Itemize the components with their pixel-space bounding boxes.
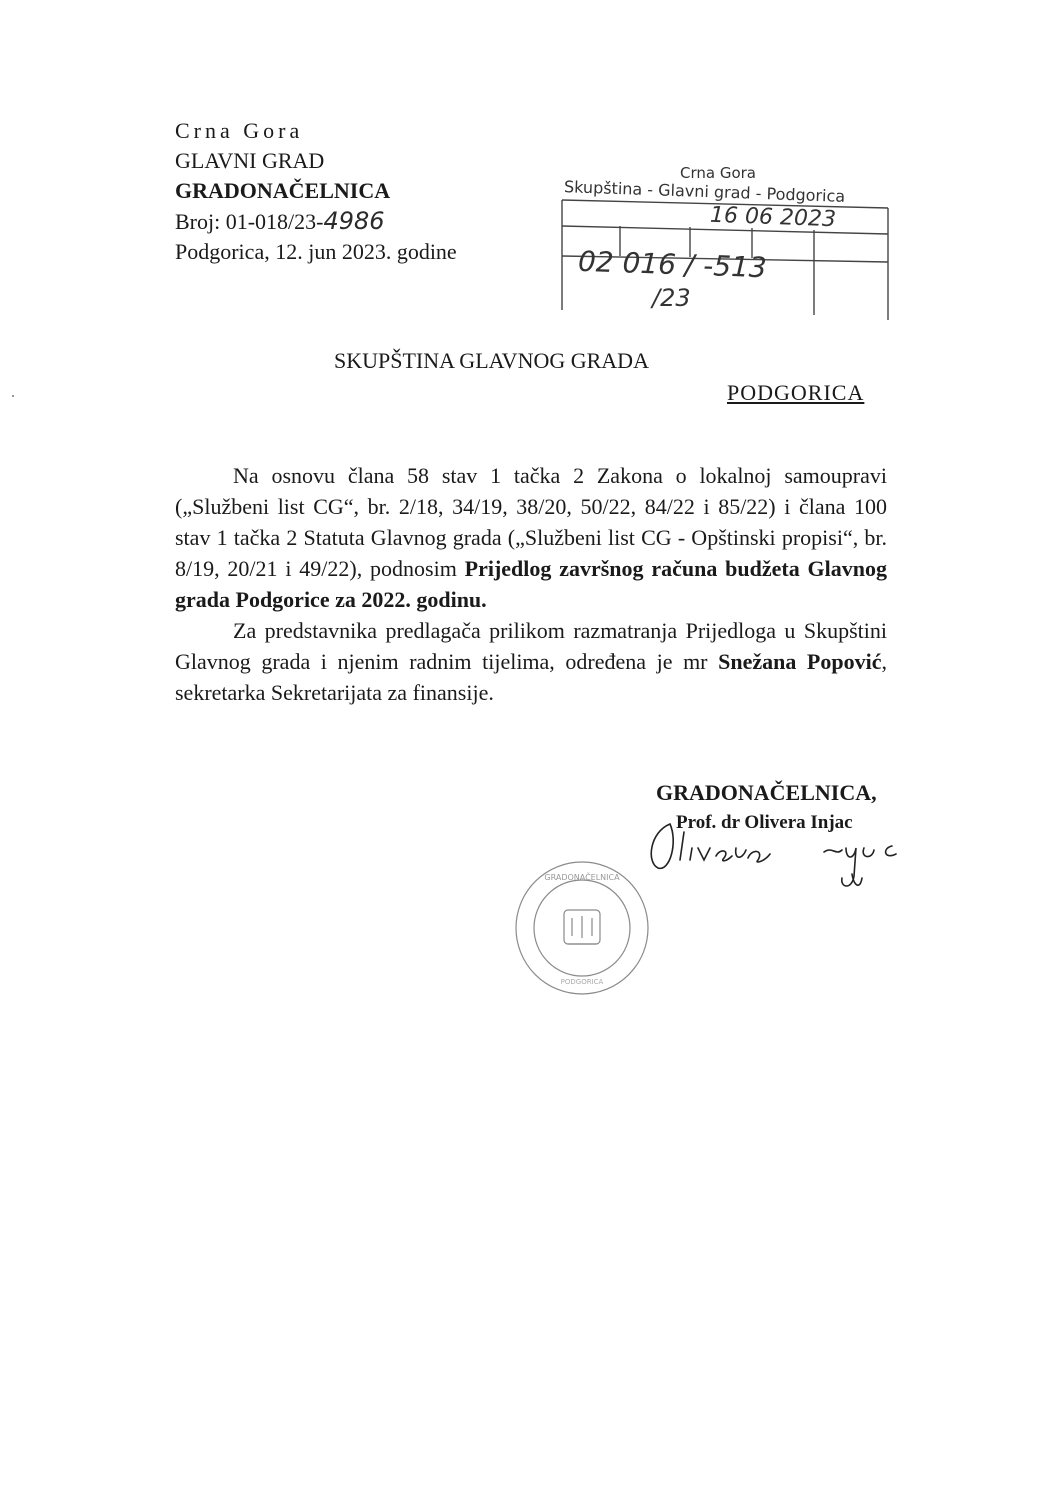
number-handwritten: 4986 — [323, 207, 385, 235]
letter-body — [175, 460, 887, 708]
seal-text-top: GRADONAČELNICA — [544, 873, 620, 882]
scan-speck — [12, 395, 14, 397]
p2-end: , sekretarka Sekretarijata za finansije. — [175, 649, 887, 705]
recipient-line2: PODGORICA — [727, 380, 865, 405]
letterhead — [175, 116, 457, 267]
seal-text-bottom: PODGORICA — [560, 978, 604, 986]
office-line: GRADONAČELNICA — [175, 178, 391, 203]
signoff-title: GRADONAČELNICA, — [656, 780, 877, 805]
place-date: Podgorica, 12. jun 2023. godine — [175, 239, 457, 264]
recipient-line1: SKUPŠTINA GLAVNOG GRADA — [334, 348, 649, 373]
paragraph-1 — [175, 460, 887, 615]
stamp-date: 16 06 2023 — [709, 202, 837, 233]
stamp-reg-number: 02 016 / -513 — [577, 244, 768, 285]
official-seal — [512, 858, 652, 998]
p2-name: Snežana Popović — [718, 649, 882, 674]
stamp-reg-year: /23 — [652, 284, 691, 312]
signer-name: Prof. dr Olivera Injac — [676, 812, 853, 833]
stamp-institution: Skupština - Glavni grad - Podgorica — [563, 177, 846, 206]
p1-text: Na osnovu člana 58 stav 1 tačka 2 Zakona o lokalnoj samoupravi („Službeni list CG“, br. 2/18, 34/19, 38/20, 50/22, 84/22 i 85/22) i člana 100 stav 1 tačka 2 Statuta Glavnog grada („Službeni list CG - Opštinski propisi“, br. 8/19, 20/21 i 49/22), podnosim — [175, 463, 887, 581]
city-line: GLAVNI GRAD — [175, 148, 325, 173]
country-line: Crna Gora — [175, 118, 304, 143]
number-prefix: Broj: 01-018/23- — [175, 209, 324, 234]
stamp-country: Crna Gora — [680, 164, 757, 182]
paragraph-2 — [175, 615, 887, 708]
p1-bold: Prijedlog završnog računa budžeta Glavnog grada Podgorice za 2022. godinu. — [175, 556, 887, 612]
document-number — [175, 206, 457, 237]
received-stamp — [560, 160, 890, 320]
p2-text: Za predstavnika predlagača prilikom razmatranja Prijedloga u Skupštini Glavnog grada i njenim radnim tijelima, određena je mr — [175, 618, 887, 674]
handwritten-signature — [640, 812, 930, 902]
